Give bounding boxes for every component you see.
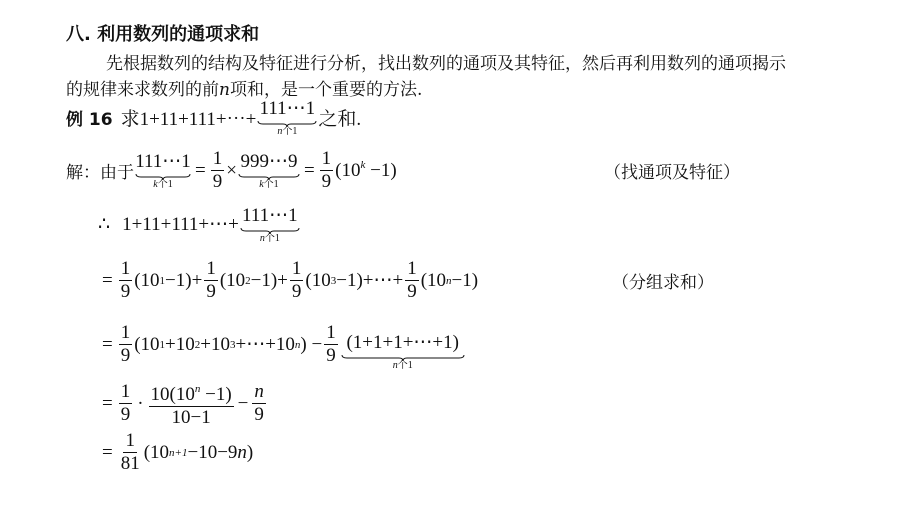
- section-heading: 八. 利用数列的通项求和: [66, 24, 260, 45]
- example-label: 例 16: [66, 110, 113, 130]
- closed-form-line: = $\frac{1}{9}$ · $\frac{10(10^n -1)}{10-1}$ − $\frac{n}{9}$: [102, 378, 268, 429]
- k-exp: k: [360, 159, 366, 171]
- final-body: (10: [143, 441, 170, 463]
- underbrace-k-nines: [238, 151, 300, 190]
- split-sum-line: = $\frac{1}{9}$ (10 1 +10 2 +10 3 +⋯+10 n ) − $\frac{1}{9}$ (1+1+1+⋯+1) n个1: [102, 318, 466, 371]
- under-n-2: n: [259, 233, 265, 244]
- solution-label: 解：由于: [66, 163, 134, 183]
- final-result-line: = $\frac{1}{81}$ (10 n+1 −10−9 n ): [102, 430, 254, 474]
- equals-1: =: [195, 159, 206, 181]
- under-count-2: 个1: [264, 233, 280, 244]
- nines-k: 999⋯9: [240, 151, 298, 172]
- under-count: 个1: [282, 126, 298, 137]
- example-text-tail: 之和.: [318, 109, 362, 130]
- equals-2: =: [303, 159, 315, 181]
- underbrace-n-ones-sum: (1+1+1+⋯+1) n个1: [341, 332, 465, 371]
- minus-one: −1): [370, 160, 397, 181]
- frac-num: 10(10: [150, 384, 195, 405]
- underbrace-n-ones-2: [240, 205, 300, 244]
- note-group-sum: （分组求和）: [612, 273, 714, 293]
- example-text: 求1+11+111+⋯+: [120, 109, 257, 130]
- intro-line-1: 先根据数列的结构及特征进行分析，找出数列的通项及其特征，然后再利用数列的通项揭示: [106, 54, 786, 74]
- note-find-term: （找通项及特征）: [604, 163, 740, 183]
- one-ninth-a: $\frac{1}{9}$: [212, 148, 223, 192]
- grouped-inner: 1+1+1+⋯+1: [352, 332, 453, 353]
- under-n: n: [277, 126, 283, 137]
- therefore-line: [98, 205, 301, 244]
- under-count-3: 个1: [397, 360, 413, 371]
- under-k: k: [153, 179, 158, 190]
- example-16: [66, 98, 361, 137]
- under-count-k2: 个1: [263, 179, 279, 190]
- final-tail: −10−9: [187, 441, 238, 463]
- ones-term-2: 111⋯1: [242, 205, 298, 226]
- sum-text: 1+11+111+⋯+: [122, 214, 239, 235]
- intro-line-2b: 项和，是一个重要的方法.: [229, 80, 423, 100]
- under-count-k1: 个1: [157, 179, 173, 190]
- frac-den: 10−1: [171, 407, 211, 428]
- intro-line-2: [66, 75, 422, 100]
- under-k-2: k: [259, 179, 264, 190]
- intro-line-2a: 的规律来求数列的前: [66, 80, 219, 100]
- intro-n: n: [219, 80, 230, 100]
- therefore-sign: ∴: [98, 214, 111, 235]
- solution-line-1: [66, 148, 397, 193]
- ten-pow-k: [335, 159, 397, 182]
- times-sign: ×: [226, 159, 237, 181]
- underbrace-k-ones: [135, 151, 191, 190]
- ones-k: 111⋯1: [135, 151, 191, 172]
- ten-open: (10: [335, 160, 361, 181]
- underbrace-n-ones: [257, 98, 317, 137]
- ones-term: 111⋯1: [259, 98, 316, 119]
- grouped-sum-line: = $\frac{1}{9}$ (10 1 −1)+ $\frac{1}{9}$ (10 2 −1)+ $\frac{1}{9}$ (10 3 −1)+⋯+ $\frac{1}{9}$ (10 n −1): [102, 258, 479, 302]
- one-ninth-b: $\frac{1}{9}$: [321, 148, 332, 192]
- under-n-3: n: [392, 360, 398, 371]
